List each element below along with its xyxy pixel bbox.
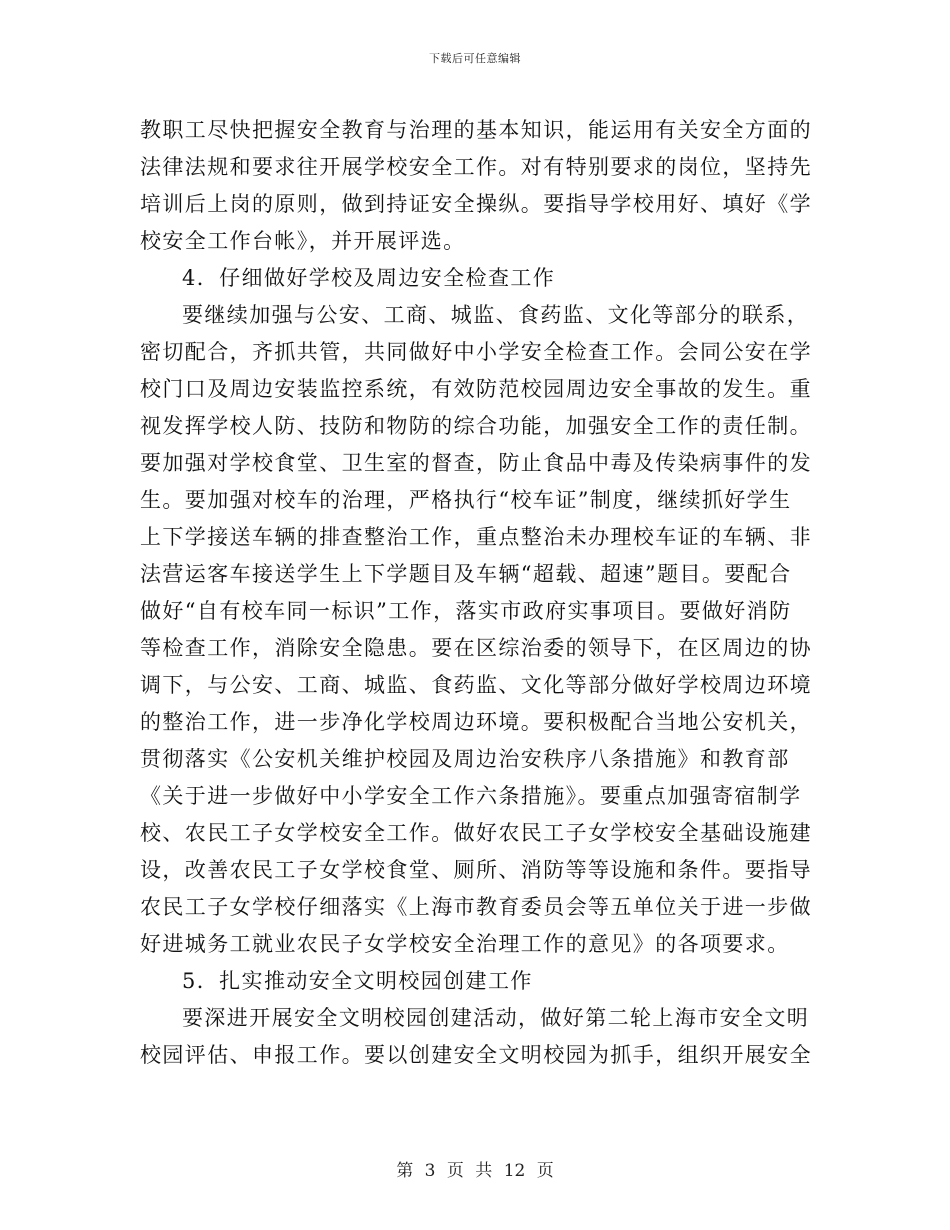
text-line: 设，改善农民工子女学校食堂、厕所、消防等等设施和条件。要指导 <box>140 858 812 882</box>
text-line: 校、农民工子女学校安全工作。做好农民工子女学校安全基础设施建 <box>140 821 812 845</box>
text-line: 《关于进一步做好中小学安全工作六条措施》。要重点加强寄宿制学 <box>140 784 802 808</box>
section-heading: 4．仔细做好学校及周边安全检查工作 <box>182 266 556 290</box>
text-line: 上下学接送车辆的排查整治工作，重点整治未办理校车证的车辆、非 <box>140 525 812 549</box>
page-header: 下载后可任意编辑 <box>429 52 521 65</box>
text-line: 校园评估、申报工作。要以创建安全文明校园为抓手，组织开展安全 <box>140 1043 812 1067</box>
text-line: 法营运客车接送学生上下学题目及车辆“超载、超速”题目。要配合 <box>140 562 792 586</box>
text-line: 教职工尽快把握安全教育与治理的基本知识，能运用有关安全方面的 <box>140 118 812 142</box>
text-line: 视发挥学校人防、技防和物防的综合功能，加强安全工作的责任制。 <box>140 414 812 438</box>
paragraph-first-line: 要继续加强与公安、工商、城监、食药监、文化等部分的联系， <box>182 303 810 327</box>
text-line: 的整治工作，进一步净化学校周边环境。要积极配合当地公安机关， <box>140 710 812 734</box>
document-body <box>140 112 810 1074</box>
text-line: 生。要加强对校车的治理，严格执行“校车证”制度，继续抓好学生 <box>140 488 792 512</box>
paragraph-first-line: 要深进开展安全文明校园创建活动，做好第二轮上海市安全文明 <box>182 1006 810 1030</box>
text-line: 调下，与公安、工商、城监、食药监、文化等部分做好学校周边环境 <box>140 673 812 697</box>
text-line: 贯彻落实《公安机关维护校园及周边治安秩序八条措施》和教育部 <box>140 747 790 771</box>
text-line: 做好“自有校车同一标识”工作，落实市政府实事项目。要做好消防 <box>140 599 792 623</box>
text-line: 农民工子女学校仔细落实《上海市教育委员会等五单位关于进一步做 <box>140 895 812 919</box>
text-line: 等检查工作，消除安全隐患。要在区综治委的领导下，在区周边的协 <box>140 636 812 660</box>
page-footer: 第 3 页 共 12 页 <box>396 1161 554 1181</box>
text-line: 校门口及周边安装监控系统，有效防范校园周边安全事故的发生。重 <box>140 377 812 401</box>
text-line: 培训后上岗的原则，做到持证安全操纵。要指导学校用好、填好《学 <box>140 192 812 216</box>
text-line: 要加强对学校食堂、卫生室的督查，防止食品中毒及传染病事件的发 <box>140 451 812 475</box>
text-line: 法律法规和要求往开展学校安全工作。对有特别要求的岗位，坚持先 <box>140 155 812 179</box>
text-line: 校安全工作台帐》，并开展评选。 <box>140 229 466 253</box>
text-line: 好进城务工就业农民子女学校安全治理工作的意见》的各项要求。 <box>140 932 790 956</box>
section-heading: 5．扎实推动安全文明校园创建工作 <box>182 969 533 993</box>
text-line: 密切配合，齐抓共管，共同做好中小学安全检查工作。会同公安在学 <box>140 340 812 364</box>
